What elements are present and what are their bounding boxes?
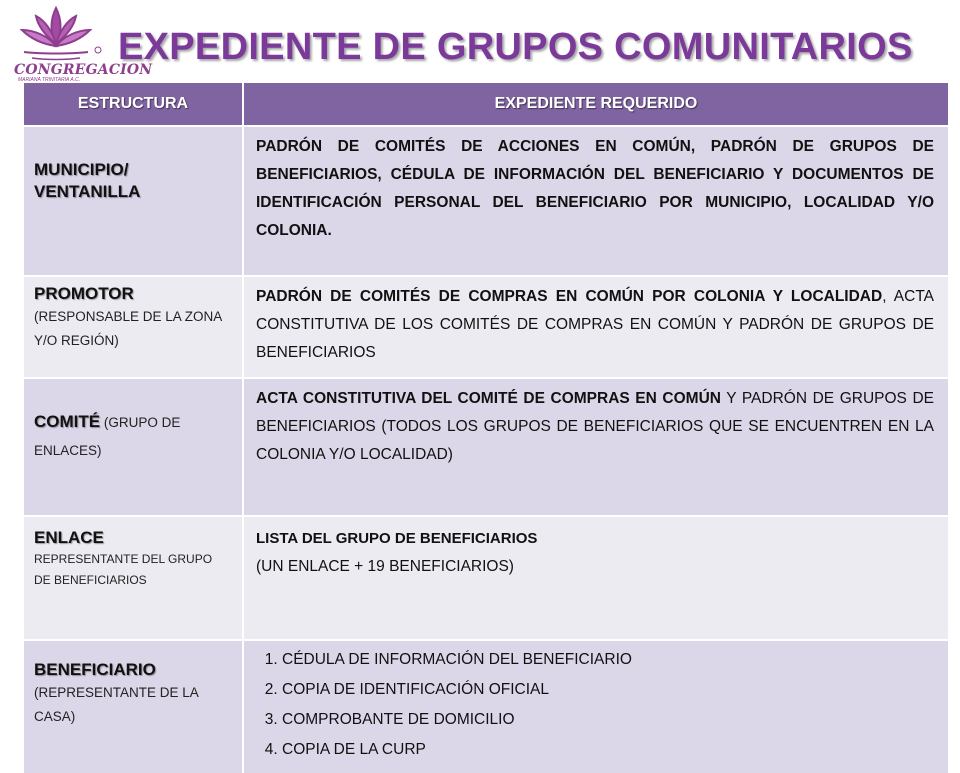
table-header-row [24,83,948,126]
list-item: 4. COPIA DE LA CURP [282,735,934,765]
list-item: 3. COMPROBANTE DE DOMICILIO [282,705,934,735]
structure-title: MUNICIPIO/ VENTANILLA [34,160,141,201]
lotus-logo-icon [6,4,106,64]
requirement-rest: (UN ENLACE + 19 BENEFICIARIOS) [256,558,514,575]
structure-title: ENLACE [34,528,104,547]
page-title: EXPEDIENTE DE GRUPOS COMUNITARIOS [118,26,913,68]
logo-subtitle: MARIANA TRINITARIA A.C. [18,77,81,83]
list-item: 2. COPIA DE IDENTIFICACIÓN OFICIAL [282,675,934,705]
requirement-bold: LISTA DEL GRUPO DE BENEFICIARIOS [256,530,538,547]
requirement-cell [243,276,948,378]
structure-cell [24,276,243,378]
requirement-cell [243,640,948,773]
structure-title: BENEFICIARIO [34,660,156,679]
structure-note: (REPRESENTANTE DE LA CASA) [34,685,199,724]
table-row [24,126,948,276]
requirements-table [24,83,948,773]
structure-cell [24,126,243,276]
table-row [24,640,948,773]
structure-title: PROMOTOR [34,284,134,303]
requirement-rest: Y PADRÓN DE GRUPOS DE BENEFICIARIOS (TODOS LOS GRUPOS DE BENEFICIARIOS QUE SE ENCUENTREN EN LA COLONIA Y/O LOCALIDAD) [256,390,934,463]
structure-note: REPRESENTANTE DEL GRUPO DE BENEFICIARIOS [34,552,213,587]
logo [6,4,153,84]
table-row [24,516,948,640]
requirement-cell [243,516,948,640]
table-row [24,276,948,378]
structure-note: (RESPONSABLE DE LA ZONA Y/O REGIÓN) [34,309,222,348]
table-row [24,378,948,516]
list-item: 1. CÉDULA DE INFORMACIÓN DEL BENEFICIARIO [282,645,934,675]
header-requirement: EXPEDIENTE REQUERIDO [243,83,948,126]
structure-title: COMITÉ [34,412,101,431]
requirement-bold: PADRÓN DE COMITÉS DE COMPRAS EN COMÚN POR COLONIA Y LOCALIDAD [256,288,883,305]
document-list [256,645,934,765]
requirement-bold: ACTA CONSTITUTIVA DEL COMITÉ DE COMPRAS EN COMÚN [256,390,721,407]
requirement-cell [243,378,948,516]
structure-cell [24,640,243,773]
logo-name: CONGREGACION [14,62,153,78]
structure-note: (GRUPO DE ENLACES) [34,415,181,458]
structure-cell [24,378,243,516]
requirement-cell: PADRÓN DE COMITÉS DE ACCIONES EN COMÚN, PADRÓN DE GRUPOS DE BENEFICIARIOS, CÉDULA DE INFORMACIÓN DEL BENEFICIARIO Y DOCUMENTOS DE IDENTIFICACIÓN PERSONAL DEL BENEFICIARIO POR MUNICIPIO, LOCALIDAD Y/O COLONIA. [243,126,948,276]
structure-cell [24,516,243,640]
header-structure: ESTRUCTURA [24,83,243,126]
requirement-rest: , ACTA CONSTITUTIVA DE LOS COMITÉS DE COMPRAS EN COMÚN Y PADRÓN DE GRUPOS DE BENEFICIARIOS [256,288,934,361]
